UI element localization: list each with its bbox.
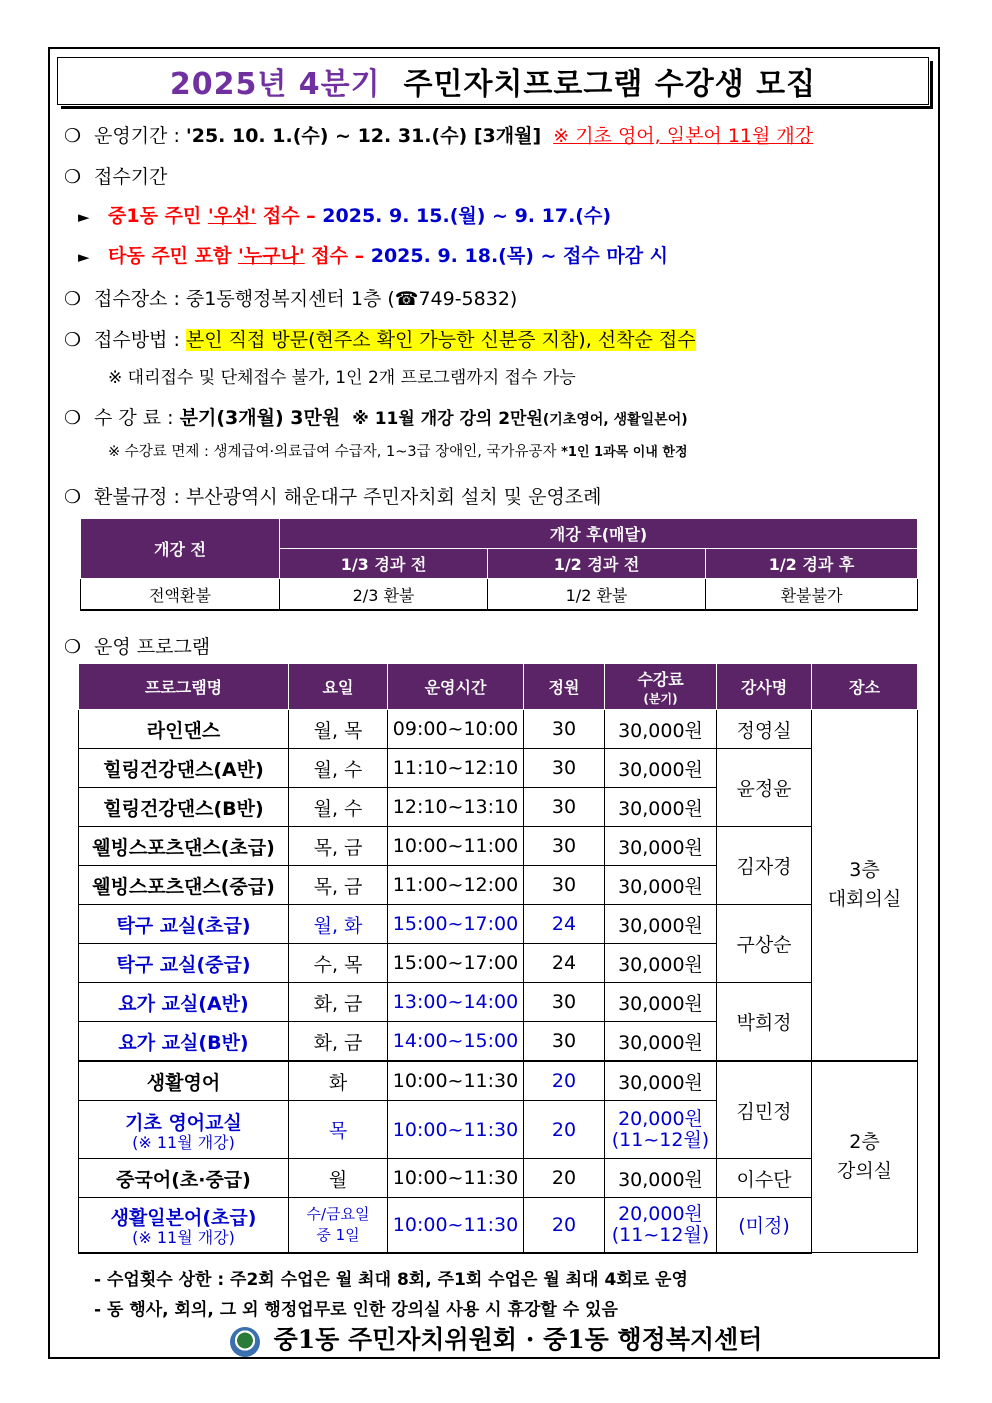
method-value: 본인 직접 방문(현주소 확인 가능한 신분증 지참), 선착순 접수 xyxy=(185,329,696,351)
header-fee-sub: (분기) xyxy=(643,691,678,706)
reception1-c: 접수 – xyxy=(256,205,323,227)
program-fee: 30,000원 xyxy=(605,1061,717,1101)
refund-table xyxy=(80,518,918,611)
refund-value-0: 전액환불 xyxy=(81,579,280,611)
header-capacity: 정원 xyxy=(524,664,605,710)
table-row xyxy=(79,749,918,788)
room-cell-2f xyxy=(812,1061,918,1253)
program-name: 요가 교실(A반) xyxy=(79,983,289,1022)
program-fee: 30,000원 xyxy=(605,866,717,905)
program-time: 10:00~11:30 xyxy=(388,1198,524,1253)
reception1-a: 중1동 주민 xyxy=(108,205,208,227)
program-fee: 30,000원 xyxy=(605,944,717,983)
program-time: 14:00~15:00 xyxy=(388,1022,524,1062)
program-name-text: 생활일본어(초급) xyxy=(110,1207,257,1230)
program-capacity: 30 xyxy=(524,827,605,866)
program-day: 목, 금 xyxy=(289,866,388,905)
fee-exempt: ※ 수강료 면제 : 생계급여·의료급여 수급자, 1~3급 장애인, 국가유공자 xyxy=(108,444,562,460)
bullet-icon: ❍ xyxy=(64,166,82,188)
program-time: 10:00~11:30 xyxy=(388,1159,524,1198)
program-name: 탁구 교실(중급) xyxy=(79,944,289,983)
reception2-a: 타동 주민 포함 xyxy=(108,245,238,267)
program-time: 12:10~13:10 xyxy=(388,788,524,827)
refund-header-before: 개강 전 xyxy=(81,519,280,579)
title-box xyxy=(57,57,929,105)
program-teacher: 김민정 xyxy=(717,1061,812,1159)
program-teacher: 윤정윤 xyxy=(717,749,812,827)
period-label: 운영기간 : xyxy=(94,125,186,147)
reception1-b: '우선' xyxy=(207,205,257,227)
refund-header-3: 1/2 경과 후 xyxy=(706,549,918,579)
refund-label: 환불규정 : 부산광역시 해운대구 주민자치회 설치 및 운영조례 xyxy=(94,486,602,508)
program-name xyxy=(79,1101,289,1159)
footer xyxy=(0,1320,992,1357)
refund-line xyxy=(64,482,602,509)
program-day: 화, 금 xyxy=(289,983,388,1022)
program-capacity: 30 xyxy=(524,983,605,1022)
header-fee xyxy=(605,664,717,710)
program-name: 웰빙스포츠댄스(중급) xyxy=(79,866,289,905)
program-table xyxy=(78,663,918,1254)
fee-exempt-limit: *1인 1과목 이내 한정 xyxy=(561,445,688,460)
program-capacity: 30 xyxy=(524,749,605,788)
program-day: 월 xyxy=(289,1159,388,1198)
program-capacity: 24 xyxy=(524,905,605,944)
period-note: ※ 기초 영어, 일본어 11월 개강 xyxy=(553,125,814,147)
table-row xyxy=(79,1198,918,1253)
period-value: '25. 10. 1.(수) ~ 12. 31.(수) [3개월] xyxy=(185,125,542,147)
fee-line xyxy=(64,403,688,430)
footer-text: 중1동 주민자치위원회 · 중1동 행정복지센터 xyxy=(273,1325,763,1354)
program-time: 13:00~14:00 xyxy=(388,983,524,1022)
method-note: ※ 대리접수 및 단체접수 불가, 1인 2개 프로그램까지 접수 가능 xyxy=(108,368,576,388)
reception-line1 xyxy=(78,201,611,228)
fee-value: 분기(3개월) 3만원 xyxy=(179,407,341,429)
bullet-icon: ❍ xyxy=(64,125,82,147)
program-fee: 30,000원 xyxy=(605,1022,717,1062)
header-name: 프로그램명 xyxy=(79,664,289,710)
header-fee-label: 수강료 xyxy=(637,669,684,689)
program-capacity: 20 xyxy=(524,1101,605,1159)
program-day: 월, 화 xyxy=(289,905,388,944)
emblem-icon xyxy=(230,1327,260,1357)
program-day: 월, 수 xyxy=(289,749,388,788)
reception2-b: '누구나' xyxy=(237,245,305,267)
header-teacher: 강사명 xyxy=(717,664,812,710)
program-fee-note: (11~12월) xyxy=(611,1128,710,1151)
program-day: 목 xyxy=(289,1101,388,1159)
arrow-icon: ► xyxy=(78,208,90,226)
bullet-icon: ❍ xyxy=(64,407,82,429)
program-capacity: 20 xyxy=(524,1198,605,1253)
room-cell-3f xyxy=(812,710,918,1062)
program-fee: 30,000원 xyxy=(605,1159,717,1198)
program-capacity: 30 xyxy=(524,1022,605,1062)
program-fee xyxy=(605,1101,717,1159)
program-capacity: 30 xyxy=(524,866,605,905)
header-day: 요일 xyxy=(289,664,388,710)
bullet-icon: ❍ xyxy=(64,329,82,351)
programs-line xyxy=(64,632,210,659)
program-day: 화, 금 xyxy=(289,1022,388,1062)
title-part1: 2025년 4분기 xyxy=(169,67,381,102)
room-name: 강의실 xyxy=(836,1160,893,1182)
program-name: 요가 교실(B반) xyxy=(79,1022,289,1062)
programs-label: 운영 프로그램 xyxy=(94,636,211,658)
method-label: 접수방법 : xyxy=(94,329,186,351)
program-time: 09:00~10:00 xyxy=(388,710,524,749)
program-teacher: 구상순 xyxy=(717,905,812,983)
program-teacher: 이수단 xyxy=(717,1159,812,1198)
program-capacity: 24 xyxy=(524,944,605,983)
bullet-icon: ❍ xyxy=(64,288,82,310)
table-row xyxy=(79,1159,918,1198)
table-row xyxy=(79,905,918,944)
table-row xyxy=(79,710,918,749)
header-time: 운영시간 xyxy=(388,664,524,710)
program-name-text: 기초 영어교실 xyxy=(125,1112,242,1134)
program-time: 11:00~12:00 xyxy=(388,866,524,905)
program-name: 중국어(초·중급) xyxy=(79,1159,289,1198)
program-fee: 30,000원 xyxy=(605,788,717,827)
header-room: 장소 xyxy=(812,664,918,710)
bullet-icon: ❍ xyxy=(64,636,82,658)
fee-note: ※ 11월 개강 강의 2만원 xyxy=(352,409,543,429)
note-2: - 동 행사, 회의, 그 외 행정업무로 인한 강의실 사용 시 휴강할 수 있음 xyxy=(94,1300,618,1320)
reception2-d: 2025. 9. 18.(목) ~ 접수 마감 시 xyxy=(370,245,669,267)
program-day-text: 수/금요일 xyxy=(306,1204,370,1223)
refund-header-2: 1/2 경과 전 xyxy=(488,549,706,579)
place-phone: 749-5832) xyxy=(418,288,518,310)
program-day: 목, 금 xyxy=(289,827,388,866)
page-title xyxy=(170,59,816,103)
program-fee-text: 20,000원 xyxy=(618,1107,703,1130)
refund-value-1: 2/3 환불 xyxy=(280,579,488,611)
program-name: 라인댄스 xyxy=(79,710,289,749)
program-teacher: 정영실 xyxy=(717,710,812,749)
place-line xyxy=(64,284,517,311)
phone-icon: ☎ xyxy=(394,288,419,310)
program-time: 10:00~11:30 xyxy=(388,1101,524,1159)
room-floor: 3층 xyxy=(849,859,880,881)
refund-value-2: 1/2 환불 xyxy=(488,579,706,611)
program-time: 15:00~17:00 xyxy=(388,905,524,944)
program-name-note: (※ 11월 개강) xyxy=(132,1228,235,1248)
fee-exempt-line xyxy=(108,440,688,461)
program-fee xyxy=(605,1198,717,1253)
program-fee-note: (11~12월) xyxy=(611,1223,710,1246)
program-name xyxy=(79,1198,289,1253)
fee-label: 수 강 료 : xyxy=(94,407,180,429)
program-time: 10:00~11:30 xyxy=(388,1061,524,1101)
fee-note2: (기초영어, 생활일본어) xyxy=(542,412,688,428)
program-fee: 30,000원 xyxy=(605,905,717,944)
program-fee-text: 20,000원 xyxy=(618,1202,703,1225)
note-1: - 수업횟수 상한 : 주2회 수업은 월 최대 8회, 주1회 수업은 월 최대 4회로 운영 xyxy=(94,1270,688,1290)
program-day: 화 xyxy=(289,1061,388,1101)
table-row xyxy=(79,1061,918,1101)
program-day-note: 중 1일 xyxy=(316,1225,360,1244)
table-row xyxy=(79,983,918,1022)
program-name-note: (※ 11월 개강) xyxy=(132,1133,235,1152)
method-line xyxy=(64,325,696,352)
table-row xyxy=(79,827,918,866)
program-capacity: 20 xyxy=(524,1061,605,1101)
program-name: 힐링건강댄스(A반) xyxy=(79,749,289,788)
room-floor: 2층 xyxy=(849,1131,880,1153)
program-name: 웰빙스포츠댄스(초급) xyxy=(79,827,289,866)
arrow-icon: ► xyxy=(78,248,90,266)
program-teacher: 김자경 xyxy=(717,827,812,905)
program-fee: 30,000원 xyxy=(605,749,717,788)
title-part2: 주민자치프로그램 수강생 모집 xyxy=(403,67,817,102)
reception-label-line xyxy=(64,162,167,189)
program-day xyxy=(289,1198,388,1253)
program-day: 월, 목 xyxy=(289,710,388,749)
period-line xyxy=(64,121,813,148)
program-teacher: 박희정 xyxy=(717,983,812,1062)
program-time: 15:00~17:00 xyxy=(388,944,524,983)
program-name: 탁구 교실(초급) xyxy=(79,905,289,944)
program-capacity: 20 xyxy=(524,1159,605,1198)
program-fee: 30,000원 xyxy=(605,983,717,1022)
program-capacity: 30 xyxy=(524,710,605,749)
refund-header-after: 개강 후(매달) xyxy=(280,519,918,549)
program-time: 11:10~12:10 xyxy=(388,749,524,788)
reception-label: 접수기간 xyxy=(94,166,168,188)
reception2-c: 접수 – xyxy=(304,245,371,267)
program-day: 수, 목 xyxy=(289,944,388,983)
refund-value-3: 환불불가 xyxy=(706,579,918,611)
program-fee: 30,000원 xyxy=(605,710,717,749)
program-teacher: (미정) xyxy=(717,1198,812,1253)
program-name: 생활영어 xyxy=(79,1061,289,1101)
program-capacity: 30 xyxy=(524,788,605,827)
bullet-icon: ❍ xyxy=(64,486,82,508)
refund-header-1: 1/3 경과 전 xyxy=(280,549,488,579)
program-fee: 30,000원 xyxy=(605,827,717,866)
reception-line2 xyxy=(78,241,668,268)
program-name: 힐링건강댄스(B반) xyxy=(79,788,289,827)
program-day: 월, 수 xyxy=(289,788,388,827)
room-name: 대회의실 xyxy=(827,888,902,910)
reception1-d: 2025. 9. 15.(월) ~ 9. 17.(수) xyxy=(322,205,612,227)
program-time: 10:00~11:00 xyxy=(388,827,524,866)
place-label: 접수장소 : 중1동행정복지센터 1층 ( xyxy=(94,288,395,310)
